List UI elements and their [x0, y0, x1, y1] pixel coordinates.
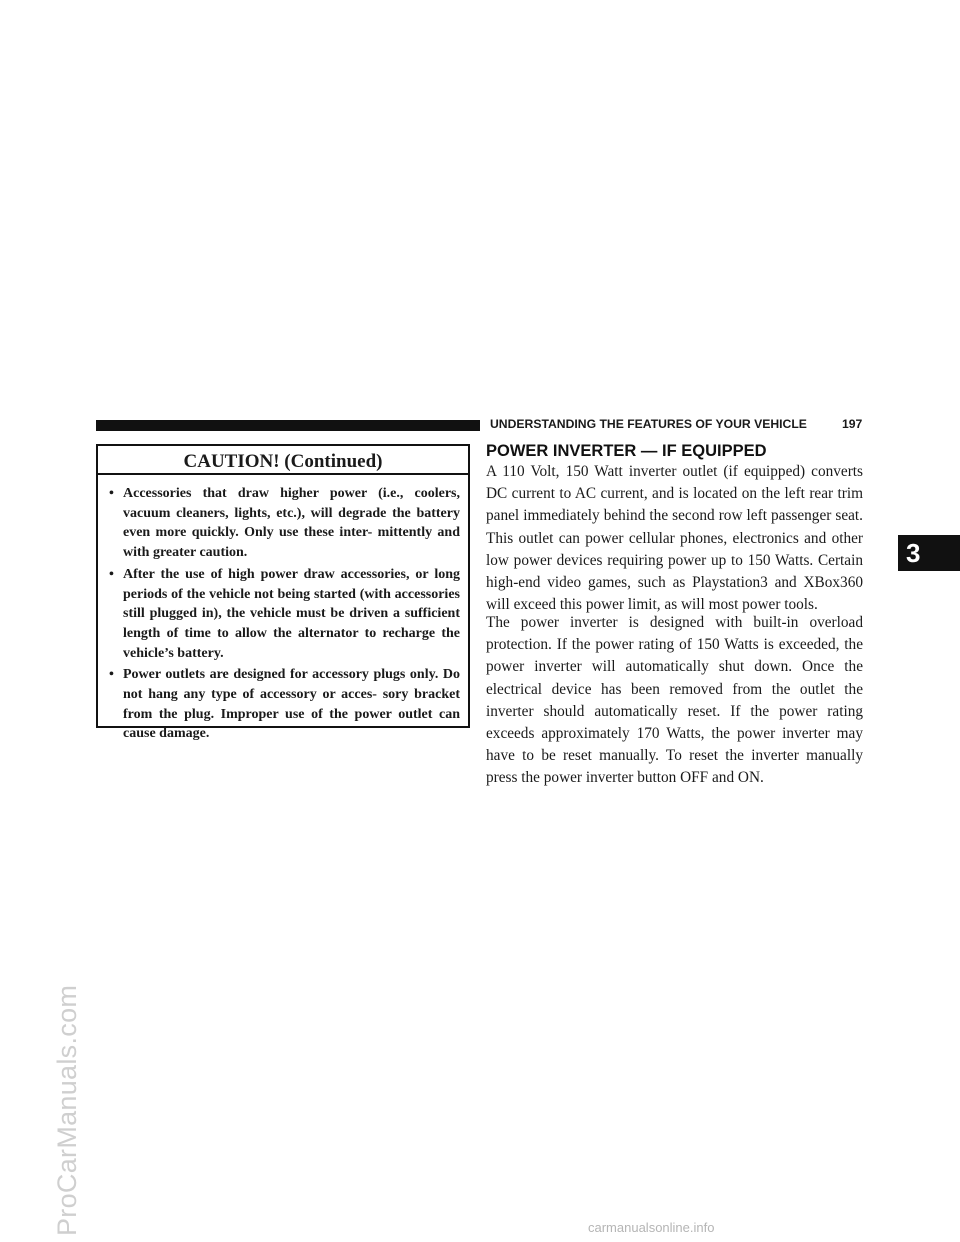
caution-title: CAUTION! (Continued) — [183, 451, 383, 472]
bullet-icon: • — [109, 667, 114, 683]
caution-list — [98, 484, 468, 744]
caution-item-text: After the use of high power draw accessories, or long periods of the vehicle not being started (with accessories still plugged in), the vehicle must be driven a sufficient length of time to allow the alternator to recharge the vehicle’s battery. — [123, 566, 460, 661]
bullet-icon: • — [109, 486, 114, 501]
caution-item-text: Power outlets are designed for accessory plugs only. Do not hang any type of accessory or acces- sory bracket from the plug. Improper use of the power outlet can cause damage. — [123, 667, 460, 742]
header-bar — [96, 420, 480, 431]
section-heading: POWER INVERTER — IF EQUIPPED — [486, 442, 767, 460]
footer-watermark: carmanualsonline.info — [588, 1220, 715, 1235]
caution-box — [96, 444, 470, 742]
caution-item — [98, 665, 468, 744]
bullet-icon: • — [109, 566, 114, 582]
side-watermark: ProCarManuals.com — [52, 984, 82, 1236]
running-header-title: UNDERSTANDING THE FEATURES OF YOUR VEHICLE — [490, 417, 807, 431]
caution-item — [98, 484, 468, 563]
paragraph: A 110 Volt, 150 Watt inverter outlet (if equipped) converts DC current to AC current, and is located on the left rear trim panel immediately behind the second row left passenger seat. This outlet can power cellular phones, electronics and other low power devices requiring power up to 150 Watts. Certain high-end video games, such as Playstation3 and XBox360 will exceed this power limit, as will most power tools. — [486, 463, 863, 614]
paragraph: The power inverter is designed with built-in overload protection. If the power rating of 150 Watts is exceeded, the power inverter will automatically shut down. Once the electrical device has been removed from the outlet the inverter should automatically reset. If the power rating exceeds approximately 170 Watts, the power inverter may have to be reset manually. To reset the inverter manually press the power inverter button OFF and ON. — [486, 614, 863, 787]
page-number: 197 — [842, 417, 863, 431]
caution-item-text: Accessories that draw higher power (i.e., coolers, vacuum cleaners, lights, etc.), will degrade the battery even more quickly. Only use these inter- mittently and with greater caution. — [123, 486, 460, 561]
chapter-tab: 3 — [898, 535, 960, 571]
caution-divider — [98, 473, 468, 475]
caution-item — [98, 565, 468, 664]
